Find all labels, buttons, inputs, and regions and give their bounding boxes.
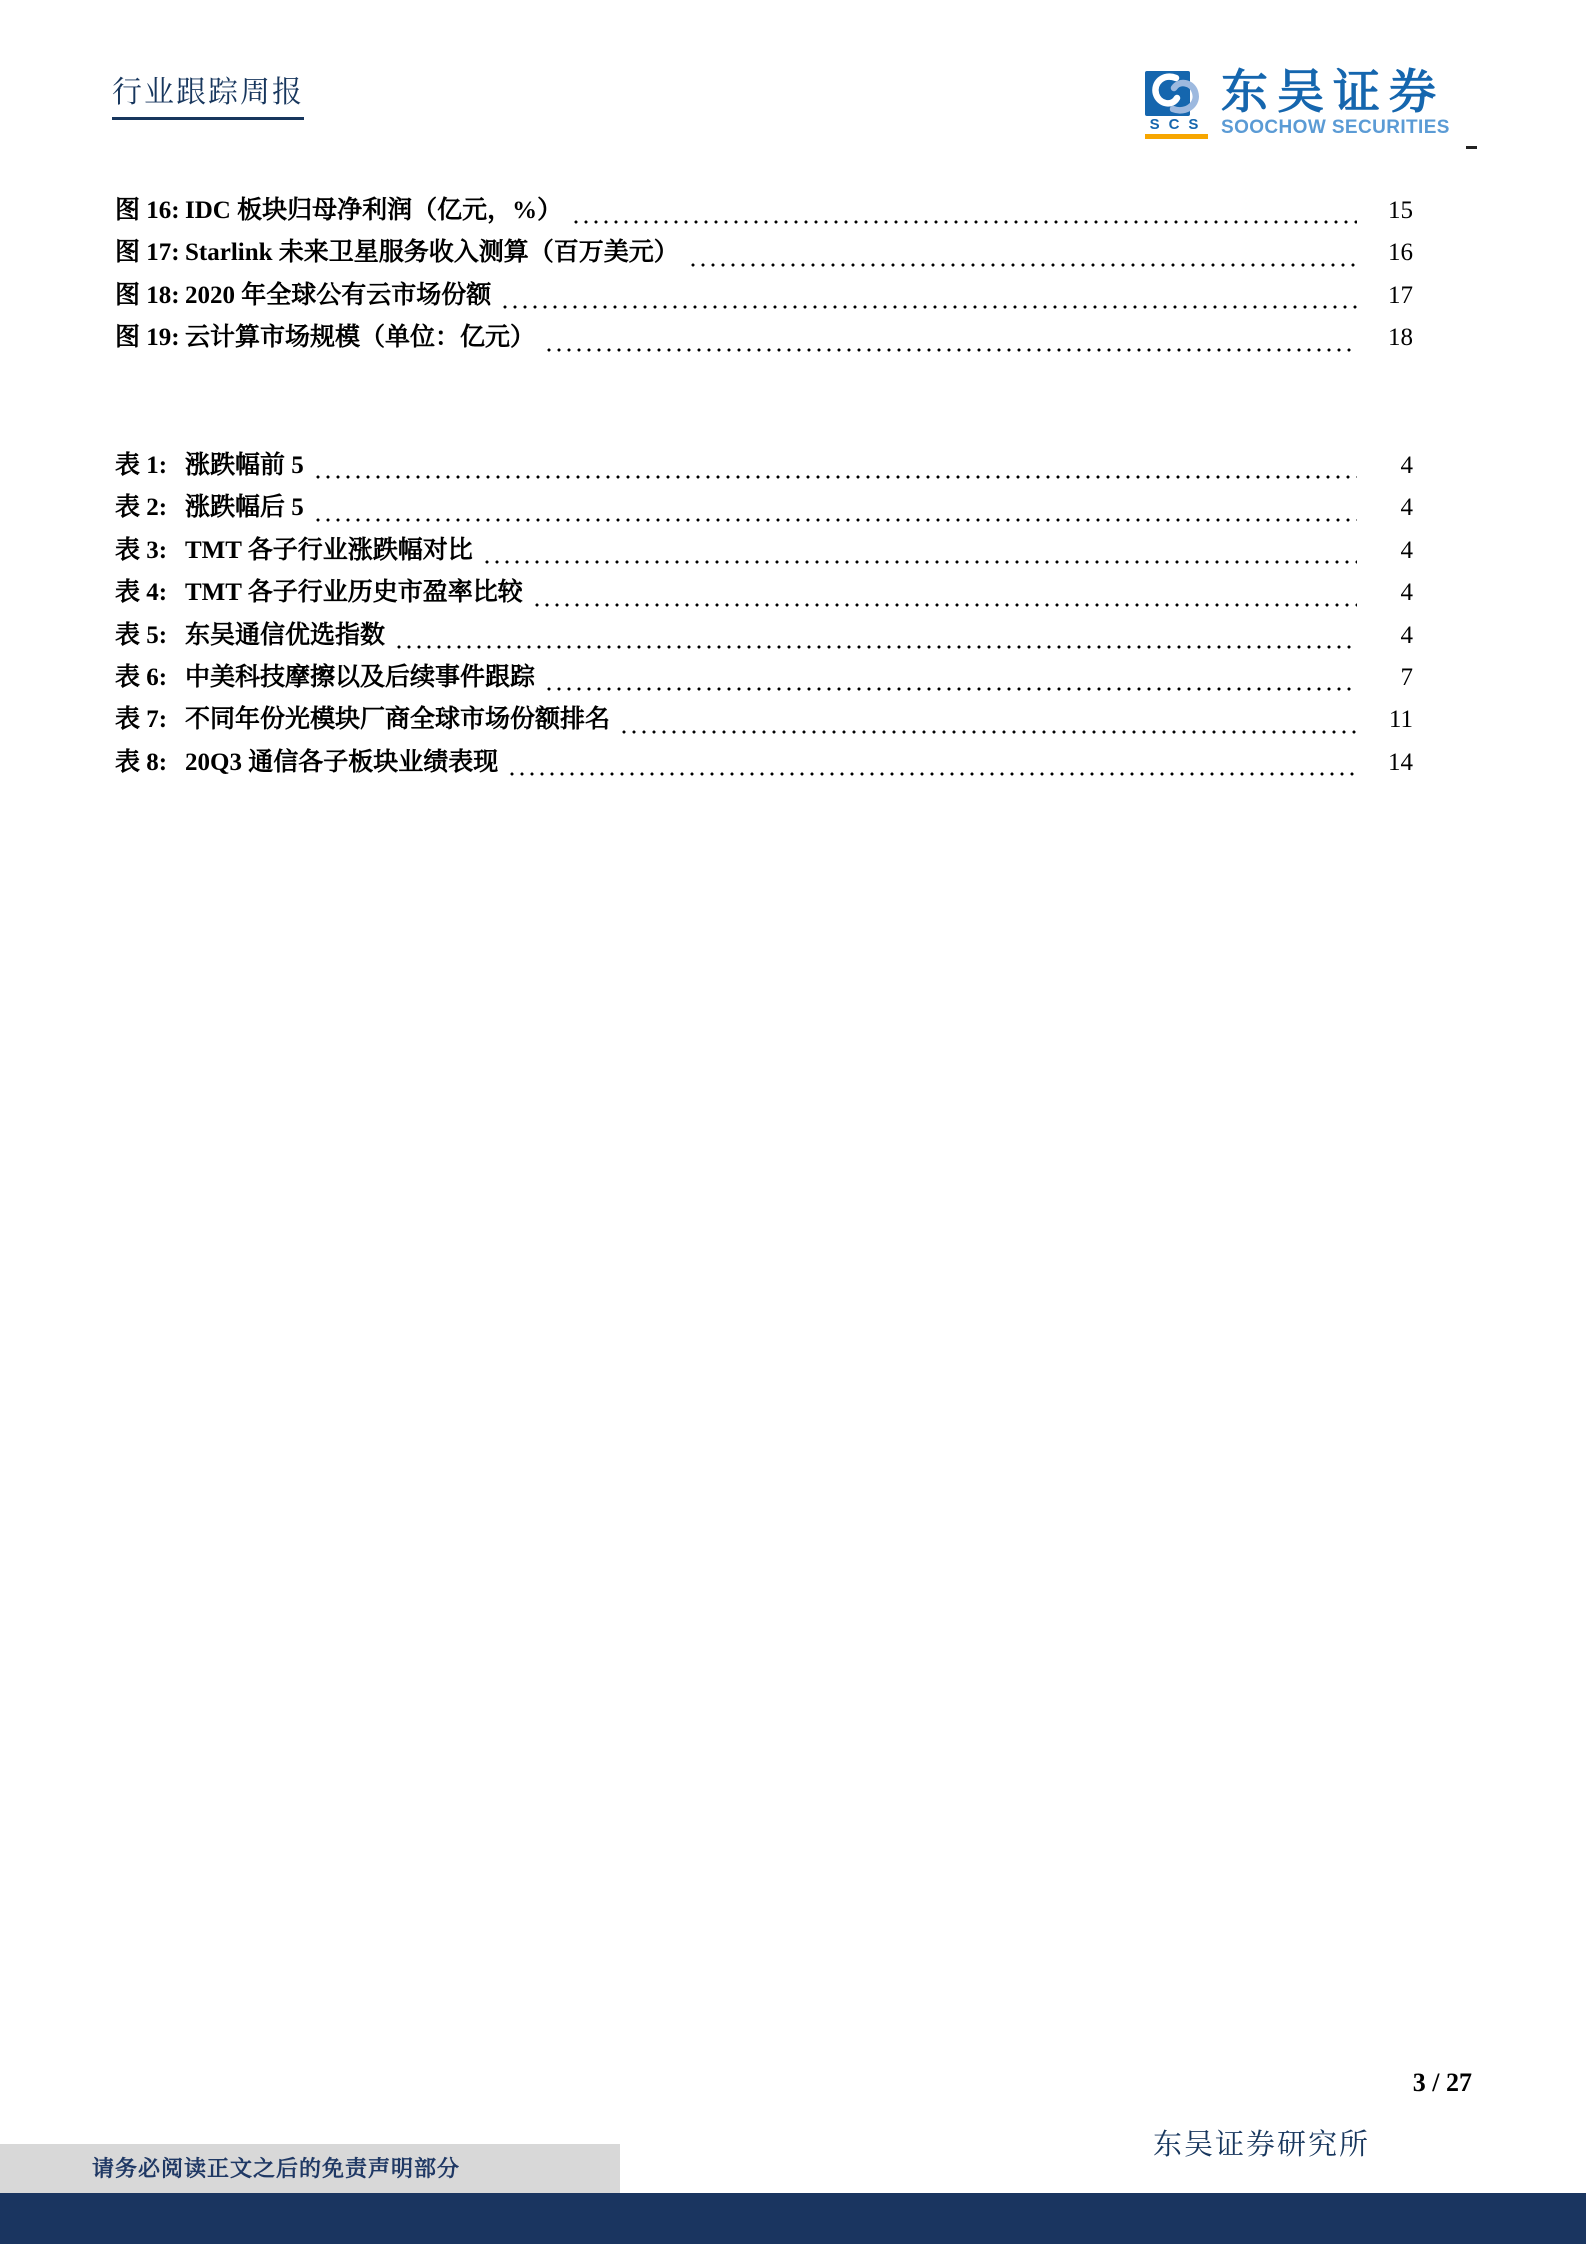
header-dash-mark	[1466, 146, 1477, 149]
logo-orange-bar	[1145, 134, 1208, 139]
toc-entry-title: 东吴通信优选指数	[185, 621, 386, 649]
toc-entry-table-7[interactable]	[115, 699, 1413, 741]
toc-entry-label: 表 8:	[115, 748, 168, 776]
toc-entry-label: 表 4:	[115, 579, 168, 607]
toc-entry-table-6[interactable]	[115, 657, 1413, 699]
report-type-title: 行业跟踪周报	[112, 76, 304, 120]
dot-leader	[313, 487, 1357, 529]
dot-leader	[507, 742, 1357, 784]
dot-leader	[500, 275, 1357, 317]
disclaimer-text: 请务必阅读正文之后的免责声明部分	[92, 2156, 461, 2181]
toc-entry-label: 表 5:	[115, 621, 168, 649]
dot-leader	[544, 317, 1357, 359]
toc-entry-label: 表 6:	[115, 663, 168, 691]
toc-entry-title: 云计算市场规模（单位：亿元）	[185, 324, 536, 352]
toc-entry-page-number: 7	[1400, 663, 1413, 691]
toc-entry-page-number: 18	[1388, 324, 1413, 352]
toc-entry-label: 表 3:	[115, 536, 168, 564]
toc-entry-page-number: 4	[1400, 452, 1413, 479]
toc-entry-title: TMT 各子行业涨跌幅对比	[185, 536, 473, 564]
research-institute-label: 东吴证券研究所	[1152, 2129, 1370, 2161]
toc-tables-list	[115, 445, 1413, 784]
toc-entry-title: Starlink 未来卫星服务收入测算（百万美元）	[185, 239, 679, 267]
toc-entry-title: 20Q3 通信各子板块业绩表现	[185, 748, 499, 776]
toc-entry-title: 涨跌幅后 5	[185, 494, 304, 522]
toc-entry-figure-16[interactable]	[115, 190, 1413, 232]
dot-leader	[394, 615, 1357, 657]
logo-wordmark	[1221, 67, 1450, 138]
toc-entry-label: 表 1:	[115, 452, 168, 479]
toc-entry-title: 2020 年全球公有云市场份额	[185, 281, 492, 309]
logo-abbr-text: SCS	[1149, 116, 1208, 133]
toc-entry-page-number: 4	[1400, 621, 1413, 649]
logo-en-name: SOOCHOW SECURITIES	[1221, 117, 1450, 138]
toc-entry-title: TMT 各子行业历史市盈率比较	[185, 579, 523, 607]
toc-entry-title: IDC 板块归母净利润（亿元，%）	[185, 197, 563, 224]
toc-entry-title: 中美科技摩擦以及后续事件跟踪	[185, 663, 536, 691]
toc-entry-table-3[interactable]	[115, 530, 1413, 572]
soochow-securities-logo	[1145, 67, 1450, 139]
dot-leader	[688, 232, 1357, 274]
logo-badge	[1145, 71, 1208, 139]
toc-entry-title: 涨跌幅前 5	[185, 452, 304, 479]
toc-entry-table-8[interactable]	[115, 742, 1413, 784]
toc-entry-page-number: 11	[1388, 706, 1413, 734]
toc-entry-label: 图 19:	[115, 324, 180, 352]
toc-entry-label: 表 2:	[115, 494, 168, 522]
toc-figures-list	[115, 190, 1413, 360]
bottom-navy-bar	[0, 2193, 1586, 2244]
toc-entry-page-number: 17	[1388, 281, 1413, 309]
toc-entry-page-number: 15	[1388, 197, 1413, 224]
dot-leader	[544, 657, 1357, 699]
toc-entry-page-number: 4	[1400, 579, 1413, 607]
toc-entry-page-number: 4	[1400, 494, 1413, 522]
toc-entry-page-number: 4	[1400, 536, 1413, 564]
toc-entry-table-1[interactable]	[115, 445, 1413, 487]
toc-entry-table-5[interactable]	[115, 615, 1413, 657]
dot-leader	[619, 699, 1357, 741]
toc-entry-label: 图 17:	[115, 239, 180, 267]
disclaimer-box	[0, 2144, 620, 2193]
toc-entry-page-number: 14	[1388, 748, 1413, 776]
dot-leader	[482, 530, 1357, 572]
scs-swirl-icon	[1145, 71, 1208, 116]
toc-entry-label: 图 16:	[115, 197, 180, 224]
dot-leader	[313, 445, 1357, 487]
logo-cn-name: 东吴证券	[1221, 67, 1445, 119]
toc-entry-label: 表 7:	[115, 706, 168, 734]
toc-entry-table-4[interactable]	[115, 572, 1413, 614]
page-number-indicator: 3 / 27	[1412, 2068, 1472, 2097]
toc-entry-figure-18[interactable]	[115, 275, 1413, 317]
toc-entry-table-2[interactable]	[115, 487, 1413, 529]
dot-leader	[571, 190, 1357, 232]
dot-leader	[532, 572, 1357, 614]
toc-entry-title: 不同年份光模块厂商全球市场份额排名	[185, 706, 611, 734]
toc-entry-figure-17[interactable]	[115, 232, 1413, 274]
toc-entry-label: 图 18:	[115, 281, 180, 309]
toc-entry-page-number: 16	[1388, 239, 1413, 267]
toc-entry-figure-19[interactable]	[115, 317, 1413, 359]
